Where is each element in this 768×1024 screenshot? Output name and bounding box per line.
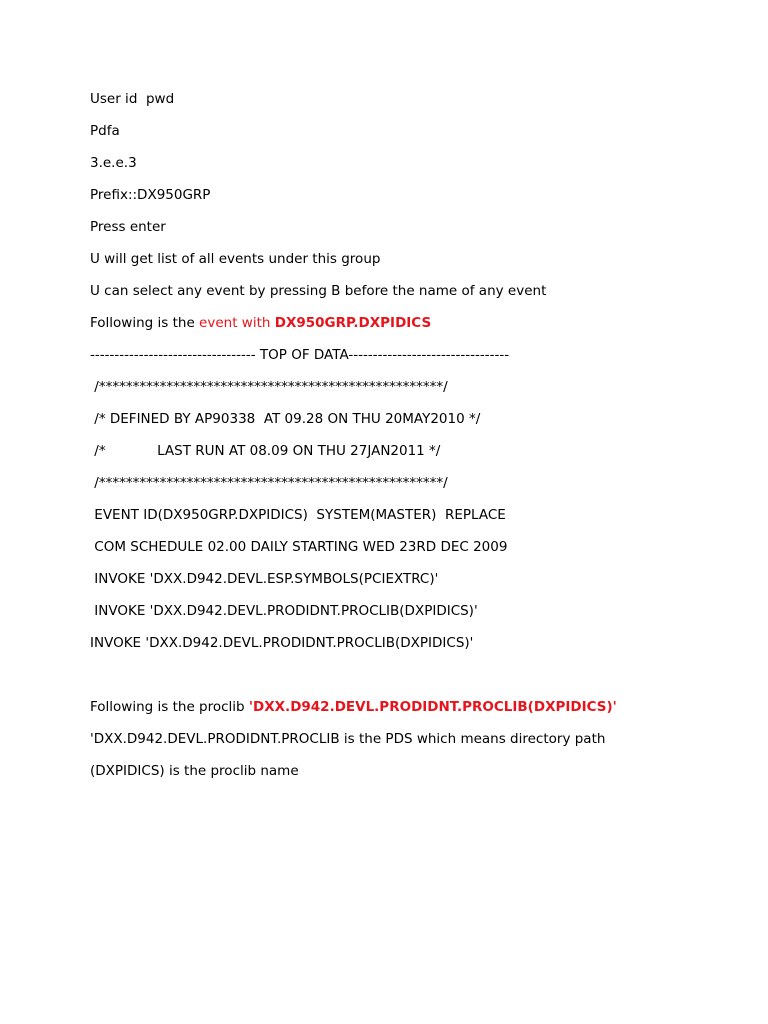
following-proclib-line xyxy=(90,698,617,716)
proclib-name-description-line: (DXPIDICS) is the proclib name xyxy=(90,763,299,779)
invoke-symbols-line: INVOKE 'DXX.D942.DEVL.ESP.SYMBOLS(PCIEXTRC)' xyxy=(90,571,439,587)
following-proclib-prefix: Following is the proclib xyxy=(90,699,249,715)
invoke-proclib-line-2: INVOKE 'DXX.D942.DEVL.PRODIDNT.PROCLIB(DXPIDICS)' xyxy=(90,635,474,651)
comment-border-bottom: /***************************************************/ xyxy=(90,475,448,491)
comment-border-top: /***************************************************/ xyxy=(90,379,448,395)
last-run-line: /* LAST RUN AT 08.09 ON THU 27JAN2011 */ xyxy=(90,443,441,459)
event-id-line: EVENT ID(DX950GRP.DXPIDICS) SYSTEM(MASTER) REPLACE xyxy=(90,507,506,523)
option-path-line: 3.e.e.3 xyxy=(90,155,137,171)
top-of-data-line: ---------------------------------- TOP OF DATA--------------------------------- xyxy=(90,347,510,363)
user-id-line: User id pwd xyxy=(90,91,175,107)
select-event-line: U can select any event by pressing B before the name of any event xyxy=(90,283,547,299)
proclib-name: 'DXX.D942.DEVL.PRODIDNT.PROCLIB(DXPIDICS)' xyxy=(248,699,617,715)
following-event-prefix: Following is the xyxy=(90,315,200,331)
defined-by-line: /* DEFINED BY AP90338 AT 09.28 ON THU 20MAY2010 */ xyxy=(90,411,481,427)
pdfa-line: Pdfa xyxy=(90,123,120,139)
pds-description-line: 'DXX.D942.DEVL.PRODIDNT.PROCLIB is the PDS which means directory path xyxy=(90,731,606,747)
event-name: DX950GRP.DXPIDICS xyxy=(274,315,432,331)
invoke-proclib-line: INVOKE 'DXX.D942.DEVL.PRODIDNT.PROCLIB(DXPIDICS)' xyxy=(90,603,478,619)
following-event-red-text: event with xyxy=(199,315,275,331)
press-enter-line: Press enter xyxy=(90,219,166,235)
com-schedule-line: COM SCHEDULE 02.00 DAILY STARTING WED 23RD DEC 2009 xyxy=(90,539,508,555)
following-event-line xyxy=(90,314,431,332)
event-list-line: U will get list of all events under this group xyxy=(90,251,381,267)
prefix-line: Prefix::DX950GRP xyxy=(90,187,211,203)
